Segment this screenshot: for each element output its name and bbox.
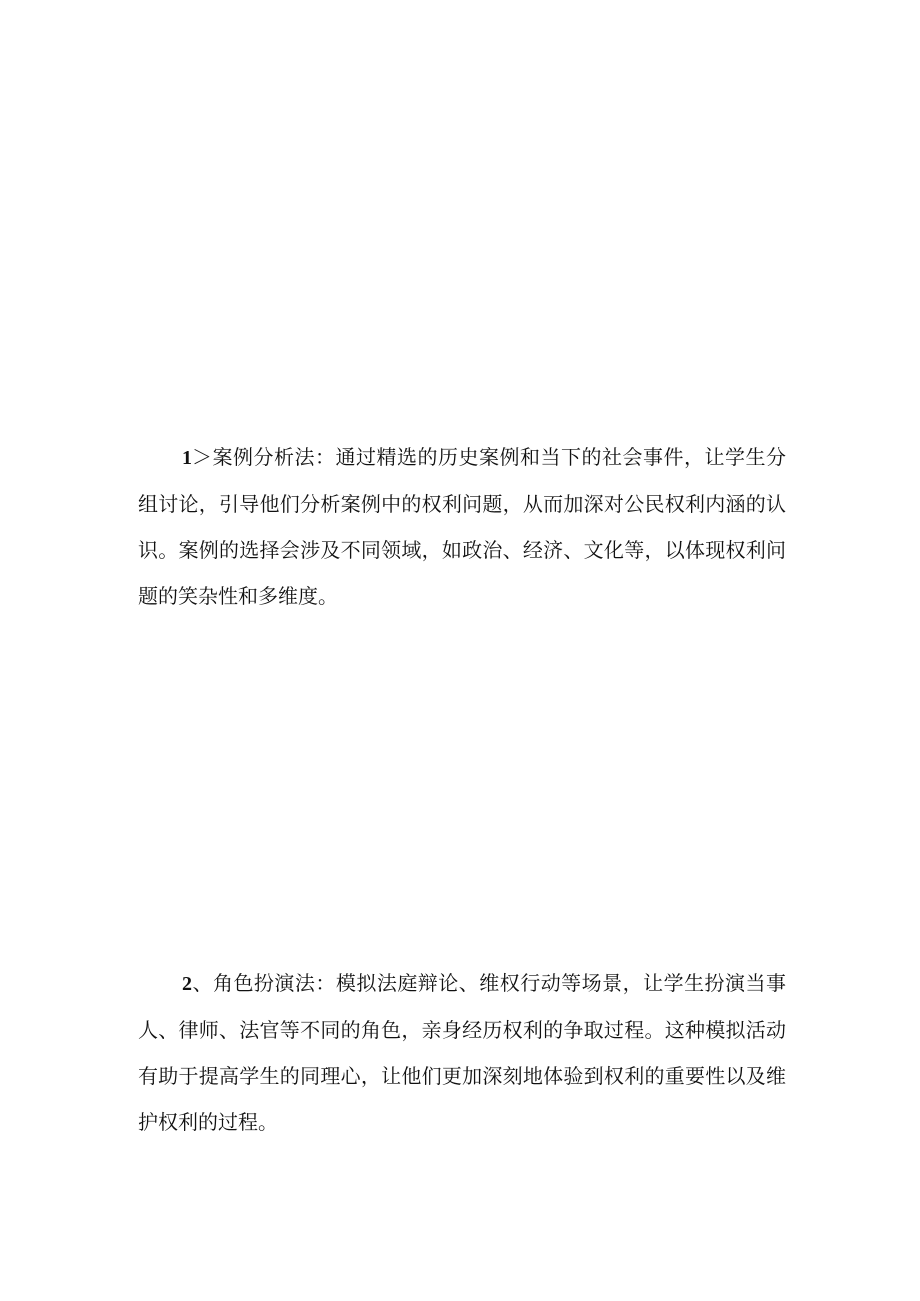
paragraph-text: 案例分析法：通过精选的历史案例和当下的社会事件，让学生分组讨论，引导他们分析案例中的权利问题，从而加深对公民权利内涵的认识。案例的选择会涉及不同领域，如政治、经济、文化等，以体现权利问题的笑杂性和多维度。 — [138, 445, 786, 608]
paragraph-separator: 、 — [192, 971, 213, 995]
paragraph-number: 2 — [182, 973, 192, 995]
paragraph-role-play — [138, 960, 786, 1145]
paragraph-case-analysis — [138, 434, 786, 619]
paragraph-separator: ＞ — [192, 445, 212, 469]
paragraph-number: 1 — [182, 447, 192, 469]
paragraph-text: 角色扮演法：模拟法庭辩论、维权行动等场景，让学生扮演当事人、律师、法官等不同的角色，亲身经历权利的争取过程。这种模拟活动有助于提高学生的同理心，让他们更加深刻地体验到权利的重要性以及维护权利的过程。 — [138, 971, 787, 1134]
